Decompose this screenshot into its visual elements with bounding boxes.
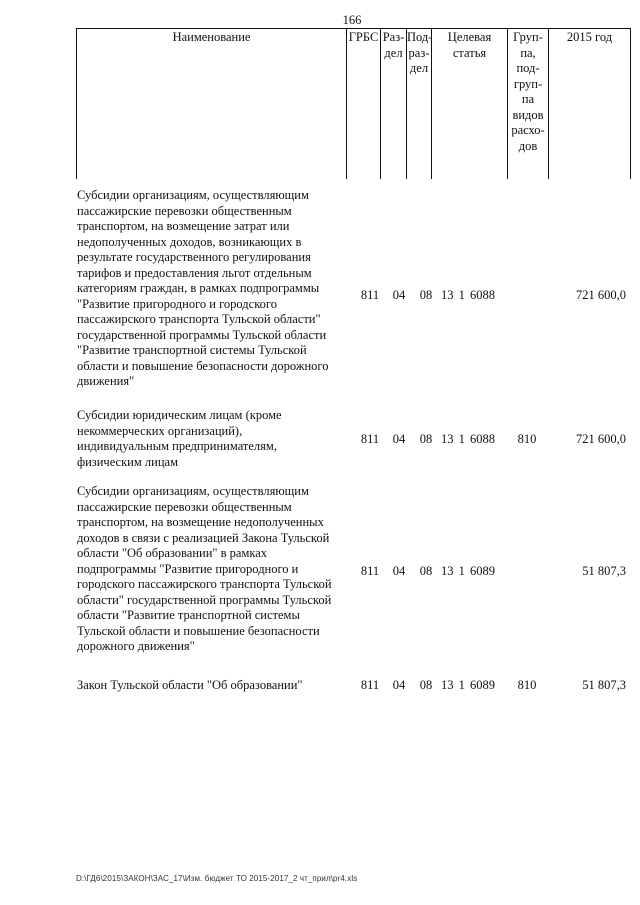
row-amount: 51 807,3 bbox=[582, 564, 626, 578]
row-podrazdel: 08 bbox=[419, 564, 433, 578]
row-target-article: 13 1 6089 bbox=[441, 564, 495, 578]
row-podrazdel: 08 bbox=[419, 678, 433, 692]
header-target-article: Целевая статья bbox=[432, 29, 508, 179]
header-year: 2015 год bbox=[566, 30, 613, 44]
row-grbs: 811 bbox=[360, 288, 380, 302]
header-podrazdel: Под- раз- дел bbox=[407, 29, 432, 179]
page-number: 166 bbox=[342, 13, 362, 27]
row-razdel: 04 bbox=[392, 288, 406, 302]
row-grbs: 811 bbox=[360, 678, 380, 692]
row-target-article: 13 1 6088 bbox=[441, 432, 495, 446]
header-expense-group: Груп- па, под- груп- па видов расхо- дов bbox=[508, 29, 549, 179]
row-expense-group: 810 bbox=[517, 432, 537, 446]
row-name: Субсидии организациям, осуществляющим пассажирские перевозки общественным транспортом, на возмещение недополученных доходов в связи с реализацией Закона Тульской области "Об образовании" в рамках подпрограммы "Развитие пригородного и городского пассажирского транспорта Тульской области" государственной программы Тульской области "Развитие транспортной системы Тульской области и повышение безопасности дорожного движения" bbox=[77, 484, 332, 653]
row-razdel: 04 bbox=[392, 564, 406, 578]
row-podrazdel: 08 bbox=[419, 288, 433, 302]
row-razdel: 04 bbox=[392, 678, 406, 692]
row-expense-group: 810 bbox=[517, 678, 537, 692]
row-name: Субсидии юридическим лицам (кроме некоммерческих организаций), индивидуальным предпринимателям, физическим лицам bbox=[77, 408, 282, 469]
table-header bbox=[76, 28, 631, 179]
header-razdel: Раз- дел bbox=[381, 29, 407, 179]
row-grbs: 811 bbox=[360, 564, 380, 578]
row-amount: 51 807,3 bbox=[582, 678, 626, 692]
row-name: Субсидии организациям, осуществляющим пассажирские перевозки общественным транспортом, на возмещение затрат или недополученных доходов, возникающих в результате государственного регулирования тарифов и предоставления льгот отдельным категориям граждан, в рамках подпрограммы "Развитие пригородного и городского пассажирского транспорта Тульской области" государственной программы Тульской области "Развитие транспортной системы Тульской области и повышение безопасности дорожного движения" bbox=[77, 188, 329, 388]
row-target-article: 13 1 6088 bbox=[441, 288, 495, 302]
row-podrazdel: 08 bbox=[419, 432, 433, 446]
row-razdel: 04 bbox=[392, 432, 406, 446]
row-grbs: 811 bbox=[360, 432, 380, 446]
file-path-footer: D:\ГД6\2015\ЗАКОН\ЗАС_17\Изм. бюджет ТО 2015-2017_2 чт_прил\pr4.xls bbox=[76, 874, 358, 883]
header-name: Наименование bbox=[77, 29, 347, 179]
header-grbs: ГРБС bbox=[347, 29, 381, 179]
row-target-article: 13 1 6089 bbox=[441, 678, 495, 692]
row-amount: 721 600,0 bbox=[576, 432, 626, 446]
row-amount: 721 600,0 bbox=[576, 288, 626, 302]
row-name: Закон Тульской области "Об образовании" bbox=[77, 678, 303, 692]
